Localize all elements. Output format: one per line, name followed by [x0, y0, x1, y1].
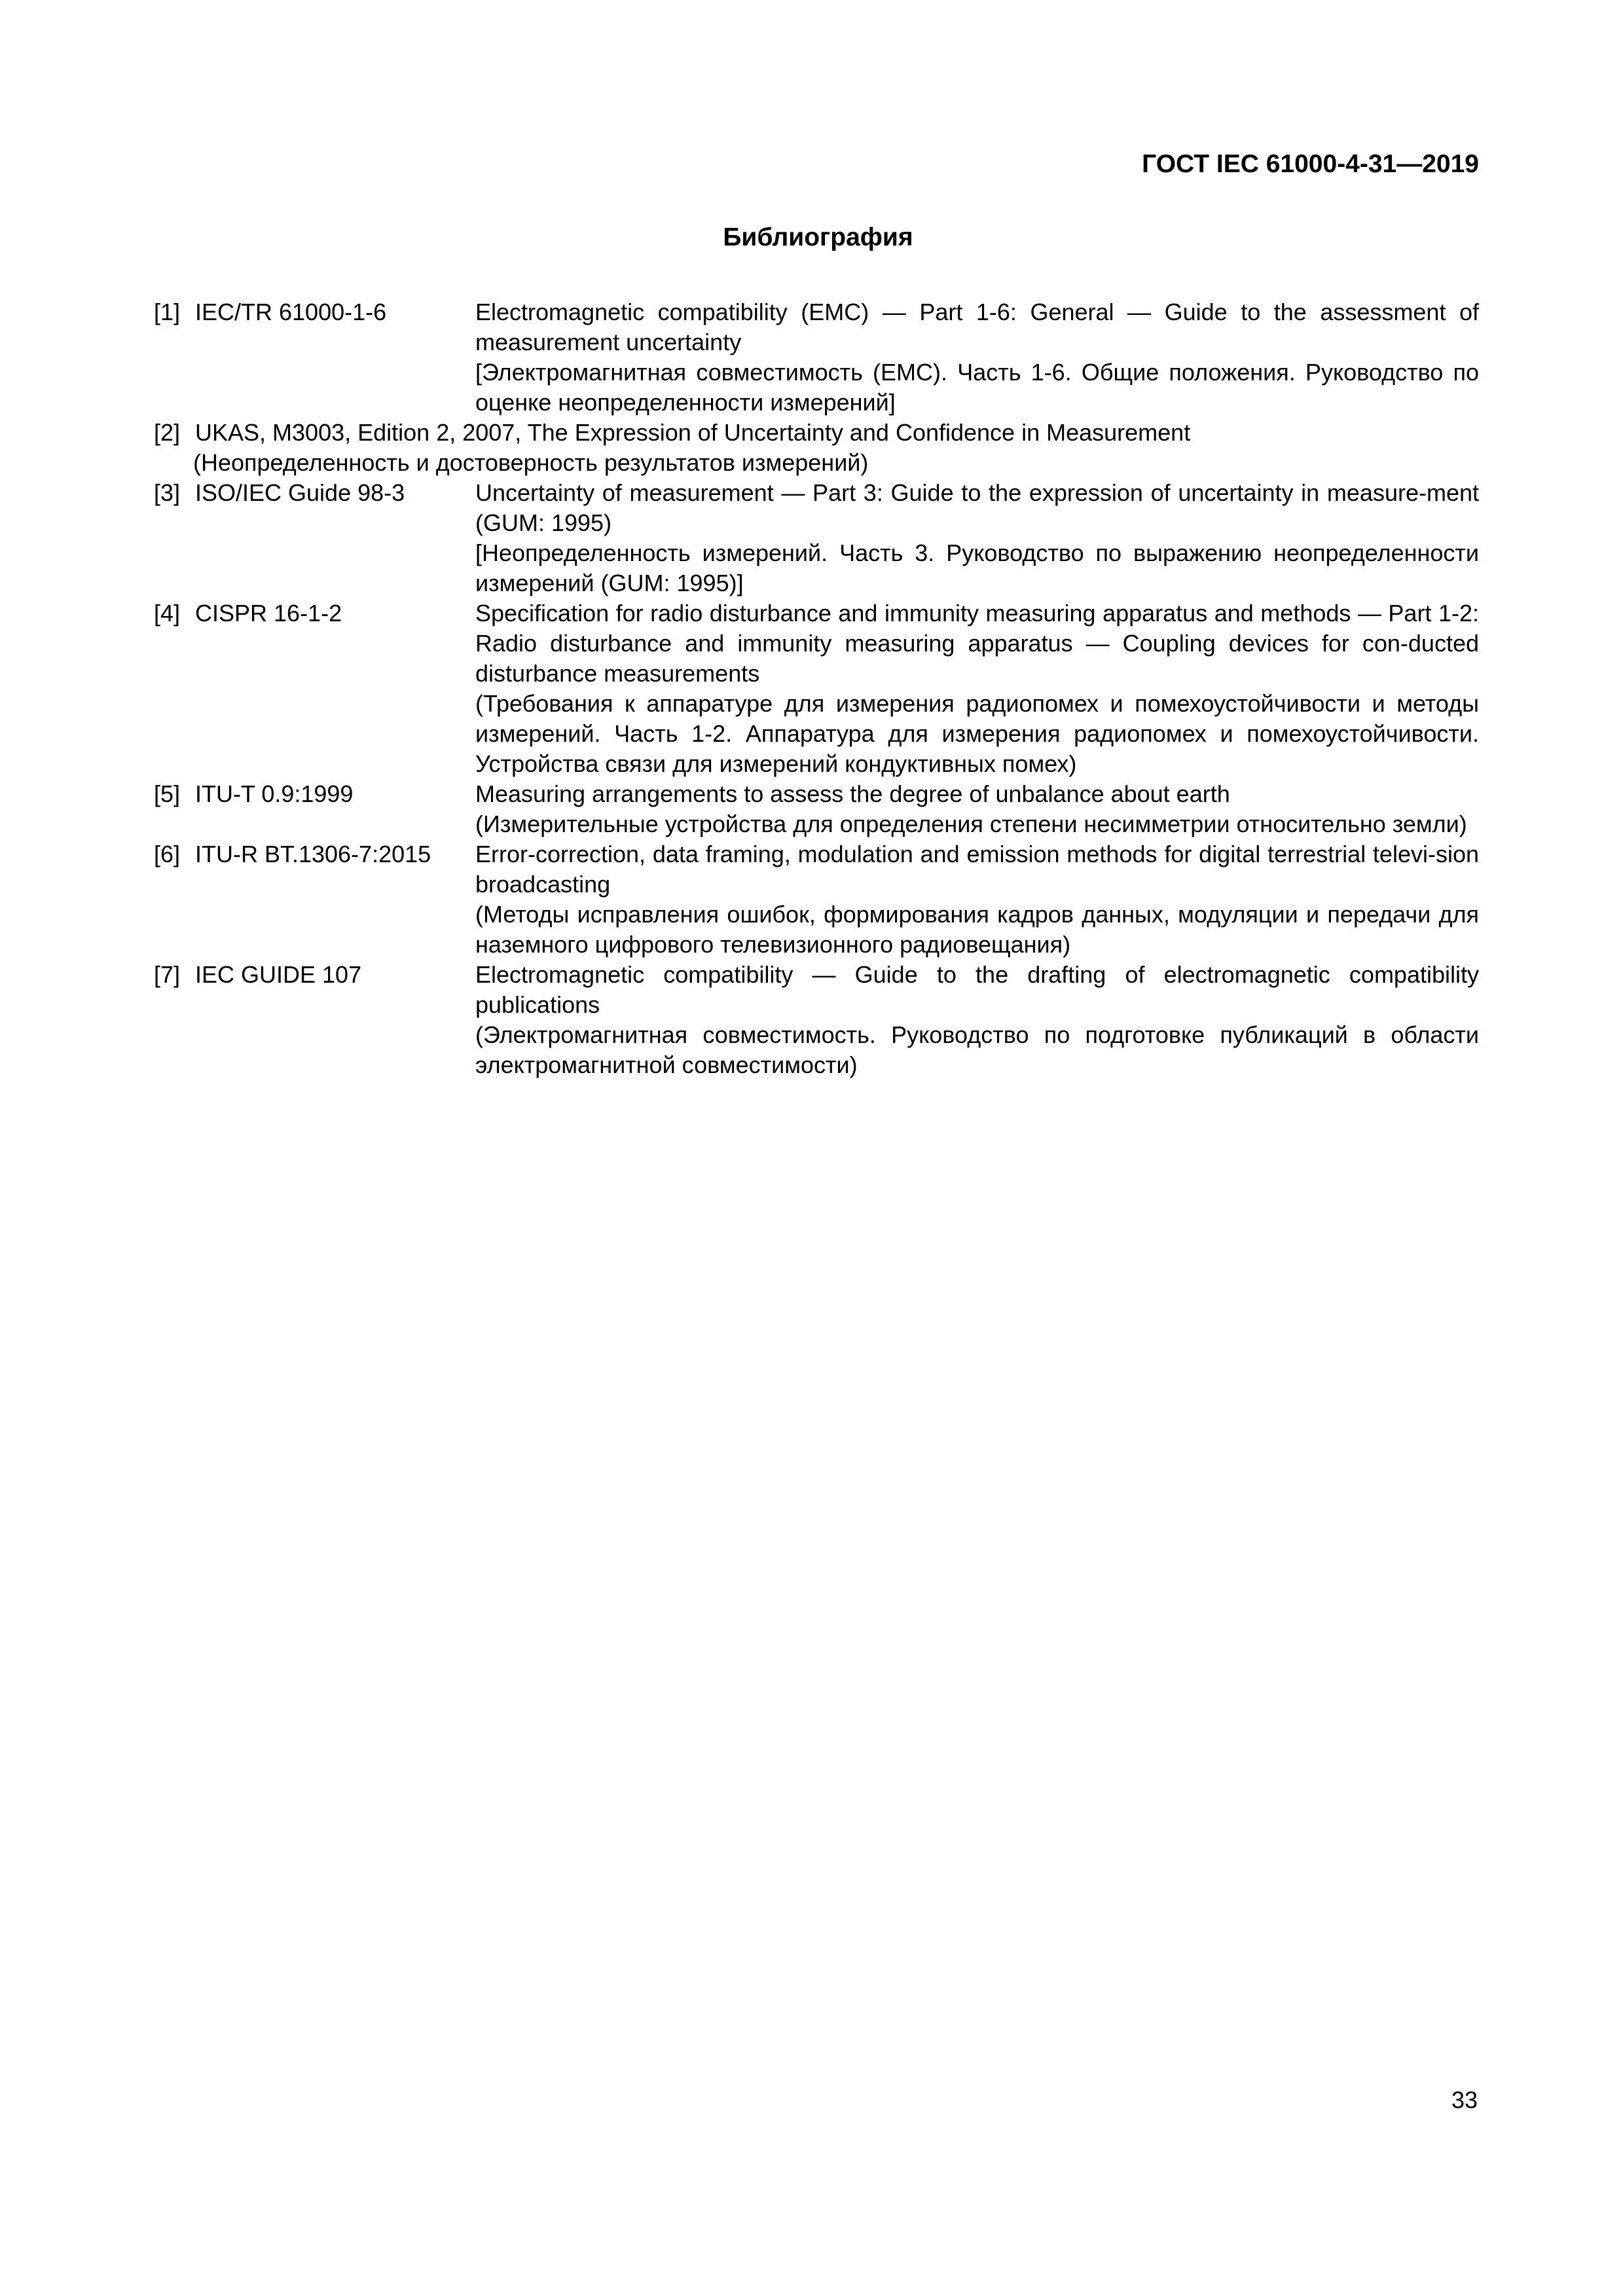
entry-number: [4]	[154, 600, 181, 627]
entry-description	[475, 779, 1479, 839]
entry-number: [2]	[154, 419, 181, 446]
entry-english-title: Uncertainty of measurement — Part 3: Guide to the expression of uncertainty in measure-ment (GUM: 1995)	[475, 479, 1479, 536]
bibliography-entry-2	[154, 418, 1479, 478]
entry-number: [1]	[154, 299, 181, 325]
entry-code: ITU-T 0.9:1999	[195, 780, 354, 807]
entry-russian-title: (Неопределенность и достоверность результатов измерений)	[193, 449, 869, 476]
bibliography-title: Библиография	[723, 223, 913, 251]
entry-code: CISPR 16-1-2	[195, 600, 342, 627]
entry-english-title: Specification for radio disturbance and immunity measuring apparatus and methods — Part 1-2: Radio disturbance and immunity measuring apparatus — Coupling devices for con-ducted disturbance measurements	[475, 600, 1479, 687]
entry-russian-title: (Методы исправления ошибок, формирования кадров данных, модуляции и передачи для наземного цифрового телевизионного радиовещания)	[475, 901, 1479, 958]
entry-description	[475, 478, 1479, 598]
bibliography-entry-4	[154, 598, 1479, 779]
page-number: 33	[1451, 2086, 1478, 2113]
bibliography-entry-5	[154, 779, 1479, 839]
entry-english-title: Error-correction, data framing, modulation and emission methods for digital terrestrial televi-sion broadcasting	[475, 841, 1479, 898]
entry-english-title: UKAS, M3003, Edition 2, 2007, The Expression of Uncertainty and Confidence in Measurement	[195, 419, 1191, 446]
entry-russian-title: (Измерительные устройства для определения степени несимметрии относительно земли)	[475, 811, 1467, 837]
entry-russian-title: (Электромагнитная совместимость. Руководство по подготовке публикаций в области электромагнитной совместимости)	[475, 1021, 1479, 1078]
entry-description	[475, 960, 1479, 1080]
entry-number: [3]	[154, 479, 181, 506]
entry-russian-title: [Электромагнитная совместимость (ЕМС). Часть 1-6. Общие положения. Руководство по оценке неопределенности измерений]	[475, 359, 1479, 416]
document-header: ГОСТ IEC 61000-4-31—2019	[1142, 150, 1479, 178]
entry-english-title: Measuring arrangements to assess the degree of unbalance about earth	[475, 780, 1230, 807]
entry-english-title: Electromagnetic compatibility — Guide to the drafting of electromagnetic compatibility publications	[475, 961, 1479, 1018]
entry-number: [6]	[154, 841, 181, 867]
entry-code: IEC/TR 61000-1-6	[195, 299, 387, 325]
bibliography-entry-1	[154, 297, 1479, 418]
entry-russian-title: (Требования к аппаратуре для измерения радиопомех и помехоустойчивости и методы измерений. Часть 1-2. Аппаратура для измерения радиопомех и помехоустойчивости. Устройства связи для измерений кондуктивных помех)	[475, 690, 1479, 777]
bibliography-entry-6	[154, 839, 1479, 960]
bibliography-list	[154, 297, 1479, 1080]
entry-description	[475, 297, 1479, 418]
bibliography-entry-7	[154, 960, 1479, 1080]
entry-code: ISO/IEC Guide 98-3	[195, 479, 405, 506]
entry-number: [7]	[154, 961, 181, 988]
entry-russian-title: [Неопределенность измерений. Часть 3. Руководство по выражению неопределенности измерений (GUM: 1995)]	[475, 539, 1479, 596]
entry-description	[475, 839, 1479, 960]
entry-description	[475, 598, 1479, 779]
entry-code: ITU-R BT.1306-7:2015	[195, 841, 431, 867]
bibliography-entry-3	[154, 478, 1479, 598]
entry-english-title: Electromagnetic compatibility (EMC) — Part 1-6: General — Guide to the assessment of measurement uncertainty	[475, 299, 1479, 355]
entry-number: [5]	[154, 780, 181, 807]
entry-code: IEC GUIDE 107	[195, 961, 362, 988]
